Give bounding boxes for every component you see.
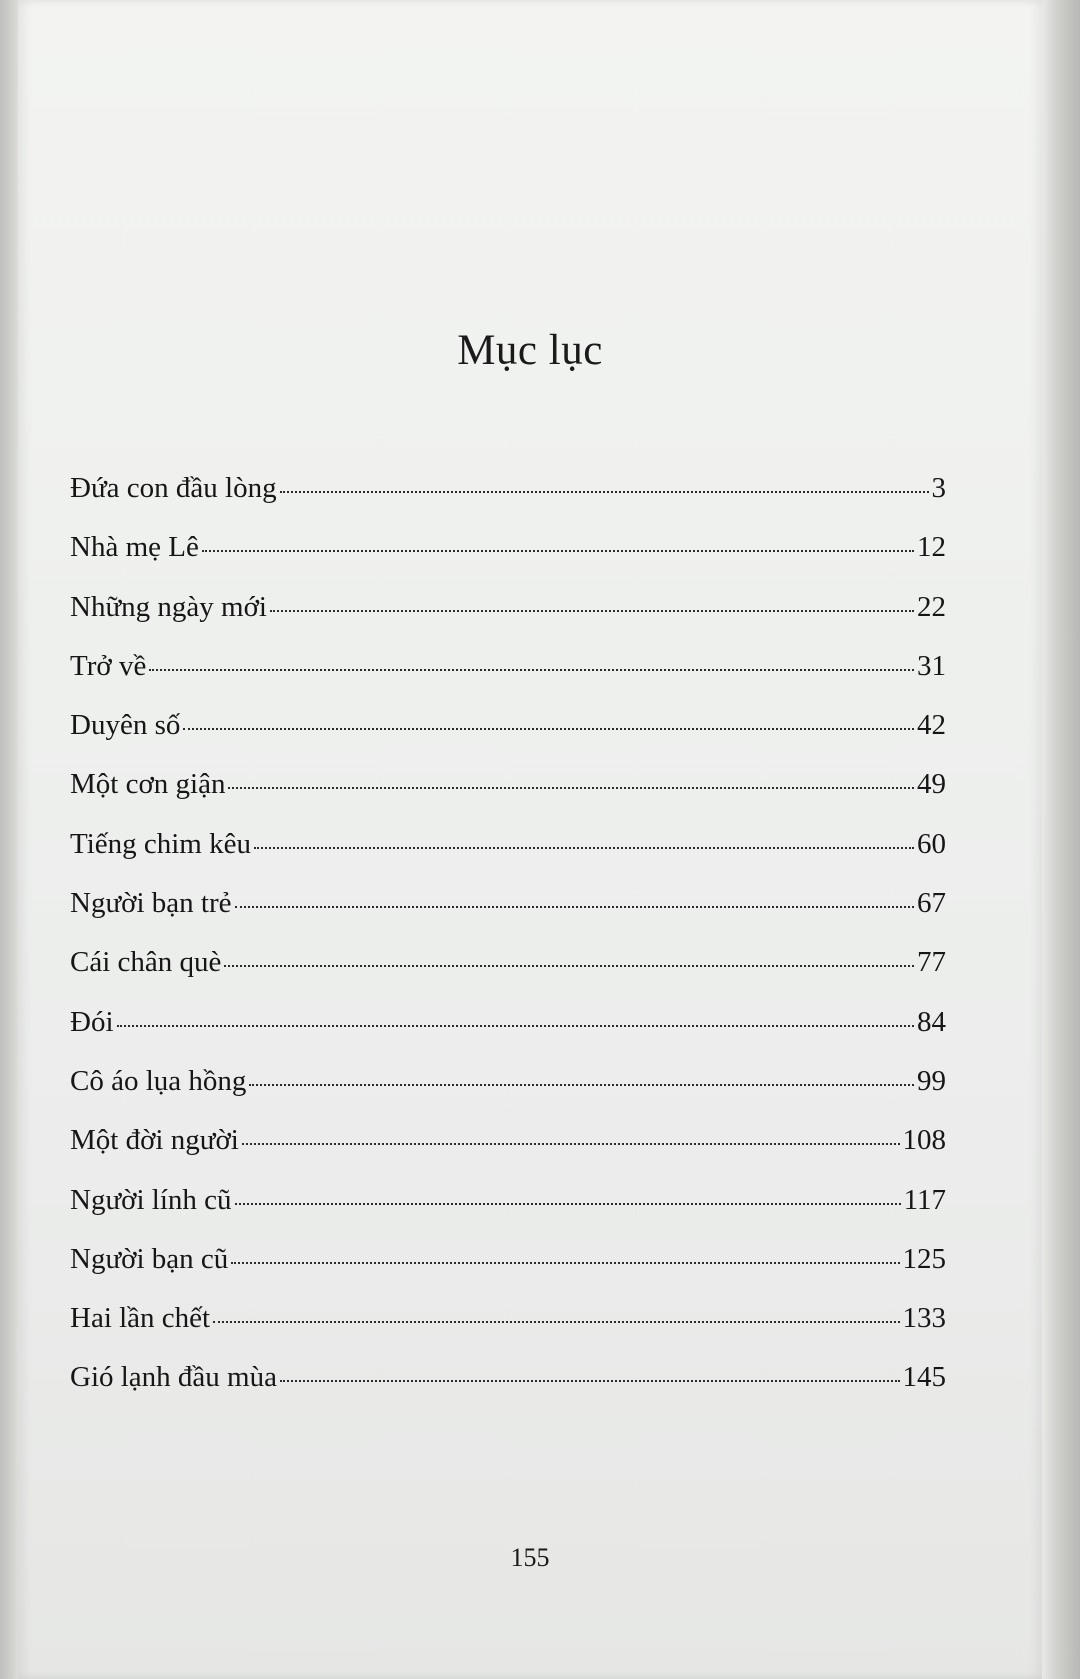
page-number: 155 (510, 1543, 550, 1572)
toc-entry (70, 650, 946, 709)
dot-leader (270, 610, 914, 612)
dot-leader (213, 1321, 899, 1323)
toc-entry-page: 133 (902, 1302, 946, 1335)
toc-entry-title: Tiếng chim kêu (70, 827, 251, 860)
toc-entry (70, 946, 946, 1005)
toc-entry-page: 125 (902, 1242, 946, 1275)
dot-leader (280, 491, 929, 493)
toc-entry (70, 1065, 946, 1124)
toc-entry (70, 1302, 946, 1361)
toc-entry-page: 60 (917, 827, 946, 860)
dot-leader (183, 728, 914, 730)
toc-entry (70, 472, 946, 531)
toc-entry (70, 1243, 946, 1302)
dot-leader (235, 906, 914, 908)
toc-entry-title: Duyên số (70, 709, 181, 742)
toc-entry-page: 108 (902, 1124, 946, 1157)
toc-list (70, 472, 946, 1421)
dot-leader (242, 1143, 900, 1145)
dot-leader (149, 669, 914, 671)
toc-entry-page: 3 (931, 472, 946, 504)
toc-entry-page: 67 (917, 887, 946, 920)
dot-leader (202, 550, 914, 552)
toc-entry-page: 31 (917, 649, 946, 682)
toc-entry (70, 591, 946, 650)
toc-entry-title: Người bạn trẻ (70, 887, 232, 920)
toc-entry (70, 887, 946, 946)
dot-leader (254, 847, 914, 849)
adjacent-page-edge-right (1042, 0, 1080, 1679)
dot-leader (231, 1262, 899, 1264)
toc-entry-title: Những ngày mới (70, 590, 267, 623)
dot-leader (224, 965, 914, 967)
dot-leader (280, 1380, 900, 1382)
toc-entry-title: Cô áo lụa hồng (70, 1064, 247, 1097)
toc-entry-page: 22 (917, 590, 946, 623)
toc-entry-page: 49 (917, 768, 946, 801)
toc-entry (70, 1124, 946, 1183)
toc-entry-page: 99 (917, 1064, 946, 1097)
book-page (18, 0, 1042, 1679)
toc-entry-title: Nhà mẹ Lê (70, 531, 199, 564)
dot-leader (235, 1203, 901, 1205)
toc-entry-page: 117 (903, 1183, 946, 1216)
toc-entry-page: 84 (917, 1005, 946, 1038)
dot-leader (117, 1025, 915, 1027)
toc-entry-page: 77 (917, 946, 946, 979)
toc-entry-title: Cái chân què (70, 946, 222, 979)
toc-entry (70, 531, 946, 590)
toc-entry-title: Đói (70, 1005, 114, 1038)
toc-entry-page: 12 (917, 531, 946, 564)
toc-entry (70, 1006, 946, 1065)
toc-entry-page: 145 (902, 1361, 946, 1394)
toc-entry-title: Người bạn cũ (70, 1242, 229, 1275)
toc-entry-title: Hai lần chết (70, 1302, 211, 1335)
toc-entry-page: 42 (917, 709, 946, 742)
toc-entry-title: Trở về (70, 649, 147, 682)
toc-entry (70, 1361, 946, 1420)
toc-entry-title: Đứa con đầu lòng (70, 472, 277, 504)
dot-leader (249, 1084, 914, 1086)
toc-entry (70, 709, 946, 768)
toc-heading: Mục lục (457, 327, 603, 374)
toc-entry (70, 1184, 946, 1243)
toc-entry-title: Gió lạnh đầu mùa (70, 1361, 277, 1394)
toc-entry (70, 828, 946, 887)
toc-entry-title: Một cơn giận (70, 768, 226, 801)
toc-entry-title: Một đời người (70, 1124, 239, 1157)
toc-entry-title: Người lính cũ (70, 1183, 232, 1216)
dot-leader (228, 787, 914, 789)
toc-entry (70, 768, 946, 827)
